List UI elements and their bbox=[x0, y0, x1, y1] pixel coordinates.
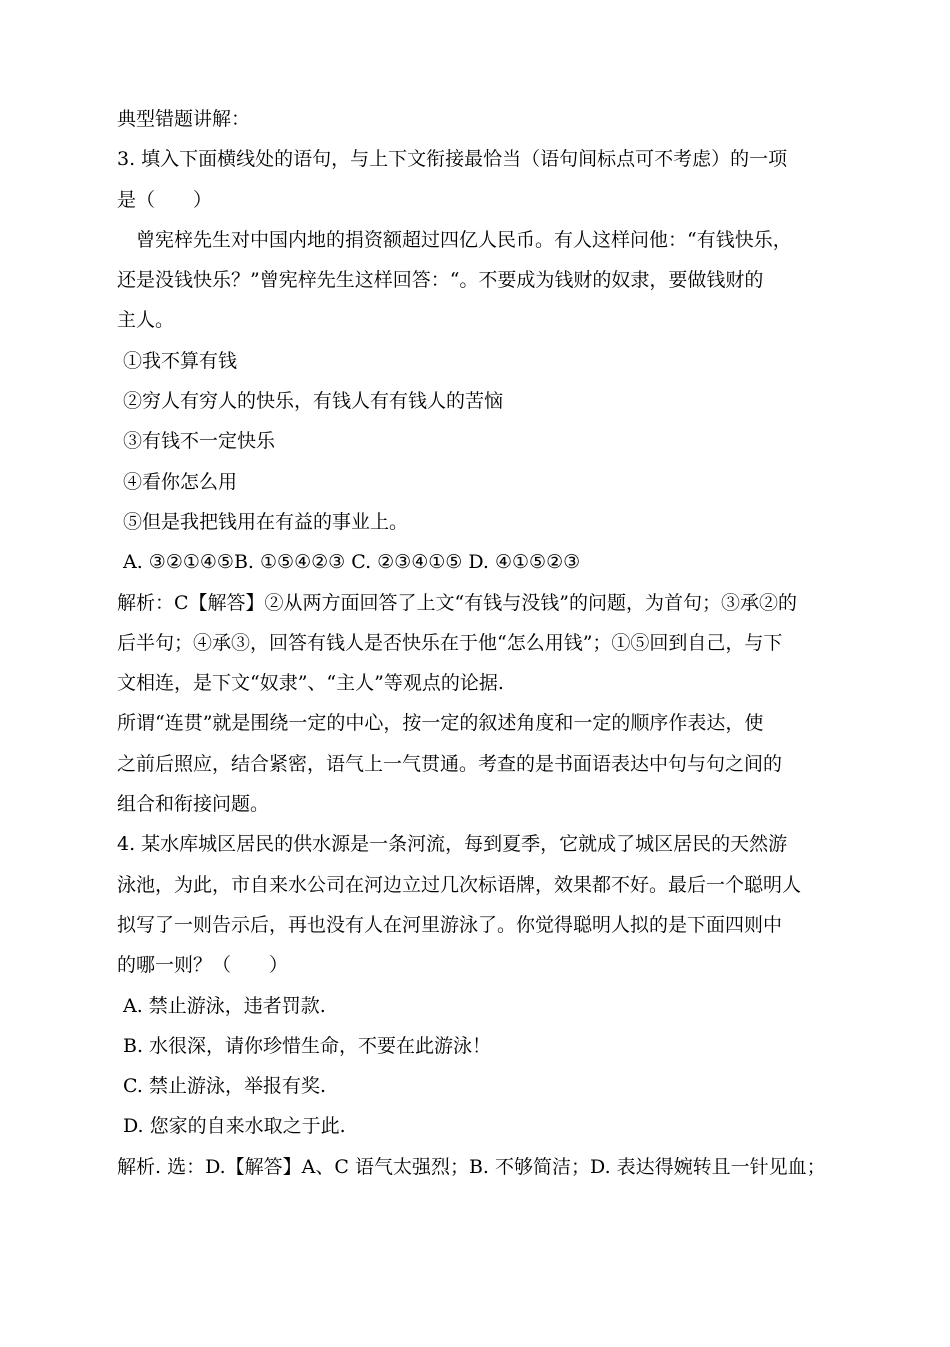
text-line: C. 禁止游泳，举报有奖. bbox=[123, 1075, 326, 1098]
text-line: 解析：C【解答】②从两方面回答了上文“有钱与没钱”的问题，为首句；③承②的 bbox=[117, 591, 797, 614]
text-line: ①我不算有钱 bbox=[123, 349, 238, 372]
text-line: A. ③②①④⑤B. ①⑤④②③ C. ②③④①⑤ D. ④①⑤②③ bbox=[123, 551, 581, 574]
document-page bbox=[117, 99, 847, 1187]
text-line: 是（ ） bbox=[117, 188, 213, 211]
text-line: 后半句；④承③，回答有钱人是否快乐在于他“怎么用钱”；①⑤回到自己，与下 bbox=[117, 631, 783, 654]
text-line: 解析. 选：D.【解答】A、C 语气太强烈；B. 不够简洁；D. 表达得婉转且一针见血； bbox=[117, 1155, 826, 1178]
text-line: 所谓“连贯”就是围绕一定的中心，按一定的叙述角度和一定的顺序作表达，使 bbox=[117, 712, 764, 735]
text-line: 曾宪梓先生对中国内地的捐资额超过四亿人民币。有人这样问他：“有钱快乐， bbox=[136, 228, 792, 251]
text-line: ⑤但是我把钱用在有益的事业上。 bbox=[123, 510, 409, 533]
text-line: 组合和衔接问题。 bbox=[117, 793, 270, 816]
text-line: 的哪一则？（ ） bbox=[117, 954, 289, 977]
text-line: A. 禁止游泳，违者罚款. bbox=[123, 994, 326, 1017]
text-line: 典型错题讲解： bbox=[117, 108, 251, 130]
text-line: 泳池，为此，市自来水公司在河边立过几次标语牌，效果都不好。最后一个聪明人 bbox=[117, 873, 802, 896]
text-line: 拟写了一则告示后，再也没有人在河里游泳了。你觉得聪明人拟的是下面四则中 bbox=[117, 913, 783, 936]
text-line: 之前后照应，结合紧密，语气上一气贯通。考查的是书面语表达中句与句之间的 bbox=[117, 752, 783, 775]
text-line: ④看你怎么用 bbox=[123, 470, 238, 493]
text-line: 文相连，是下文“奴隶”、“主人”等观点的论据. bbox=[117, 672, 504, 695]
text-line: 4. 某水库城区居民的供水源是一条河流，每到夏季，它就成了城区居民的天然游 bbox=[117, 833, 788, 856]
text-line: 还是没钱快乐？”曾宪梓先生这样回答：“。不要成为钱财的奴隶，要做钱财的 bbox=[117, 269, 764, 292]
text-line: B. 水很深，请你珍惜生命，不要在此游泳！ bbox=[123, 1034, 492, 1057]
text-line: 3. 填入下面横线处的语句，与上下文衔接最恰当（语句间标点可不考虑）的一项 bbox=[117, 148, 788, 171]
text-line: ②穷人有穷人的快乐，有钱人有有钱人的苦恼 bbox=[123, 390, 504, 413]
text-line: ③有钱不一定快乐 bbox=[123, 430, 276, 453]
text-line: D. 您家的自来水取之于此. bbox=[123, 1115, 346, 1138]
text-line: 主人。 bbox=[117, 309, 175, 332]
